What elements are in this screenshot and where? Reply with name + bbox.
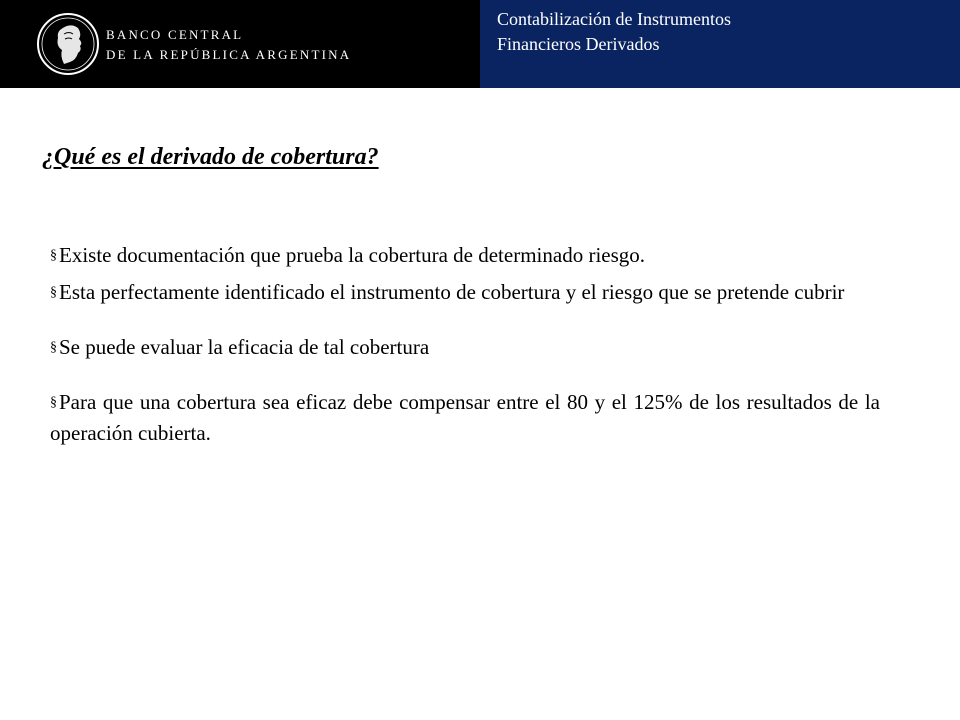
slide-header <box>0 0 960 88</box>
topic-title <box>497 7 731 57</box>
bullet-item <box>50 332 880 363</box>
bank-name <box>106 25 351 65</box>
bullet-marker-icon: § <box>50 395 57 410</box>
bullet-item <box>50 387 880 448</box>
bullet-text: Se puede evaluar la eficacia de tal cobertura <box>59 335 430 359</box>
bullet-marker-icon: § <box>50 340 57 355</box>
bullet-list <box>50 240 880 448</box>
bullet-text: Existe documentación que prueba la cobertura de determinado riesgo. <box>59 243 646 267</box>
bank-name-line2: DE LA REPÚBLICA ARGENTINA <box>106 47 352 62</box>
bullet-text: Para que una cobertura sea eficaz debe compensar entre el 80 y el 125% de los resultados de la operación cubierta. <box>50 390 880 445</box>
bullet-marker-icon: § <box>50 248 57 263</box>
topic-line2: Financieros Derivados <box>497 34 660 54</box>
bcra-seal-icon <box>36 12 100 76</box>
slide-title: ¿Qué es el derivado de cobertura? <box>42 144 379 170</box>
bullet-item <box>50 277 880 308</box>
topic-panel <box>480 0 960 88</box>
bullet-text: Esta perfectamente identificado el instrumento de cobertura y el riesgo que se pretende cubrir <box>59 280 845 304</box>
bullet-item <box>50 240 880 271</box>
bank-name-line1: BANCO CENTRAL <box>106 27 244 42</box>
bank-brand-panel <box>0 0 480 88</box>
bullet-marker-icon: § <box>50 285 57 300</box>
topic-line1: Contabilización de Instrumentos <box>497 9 731 29</box>
